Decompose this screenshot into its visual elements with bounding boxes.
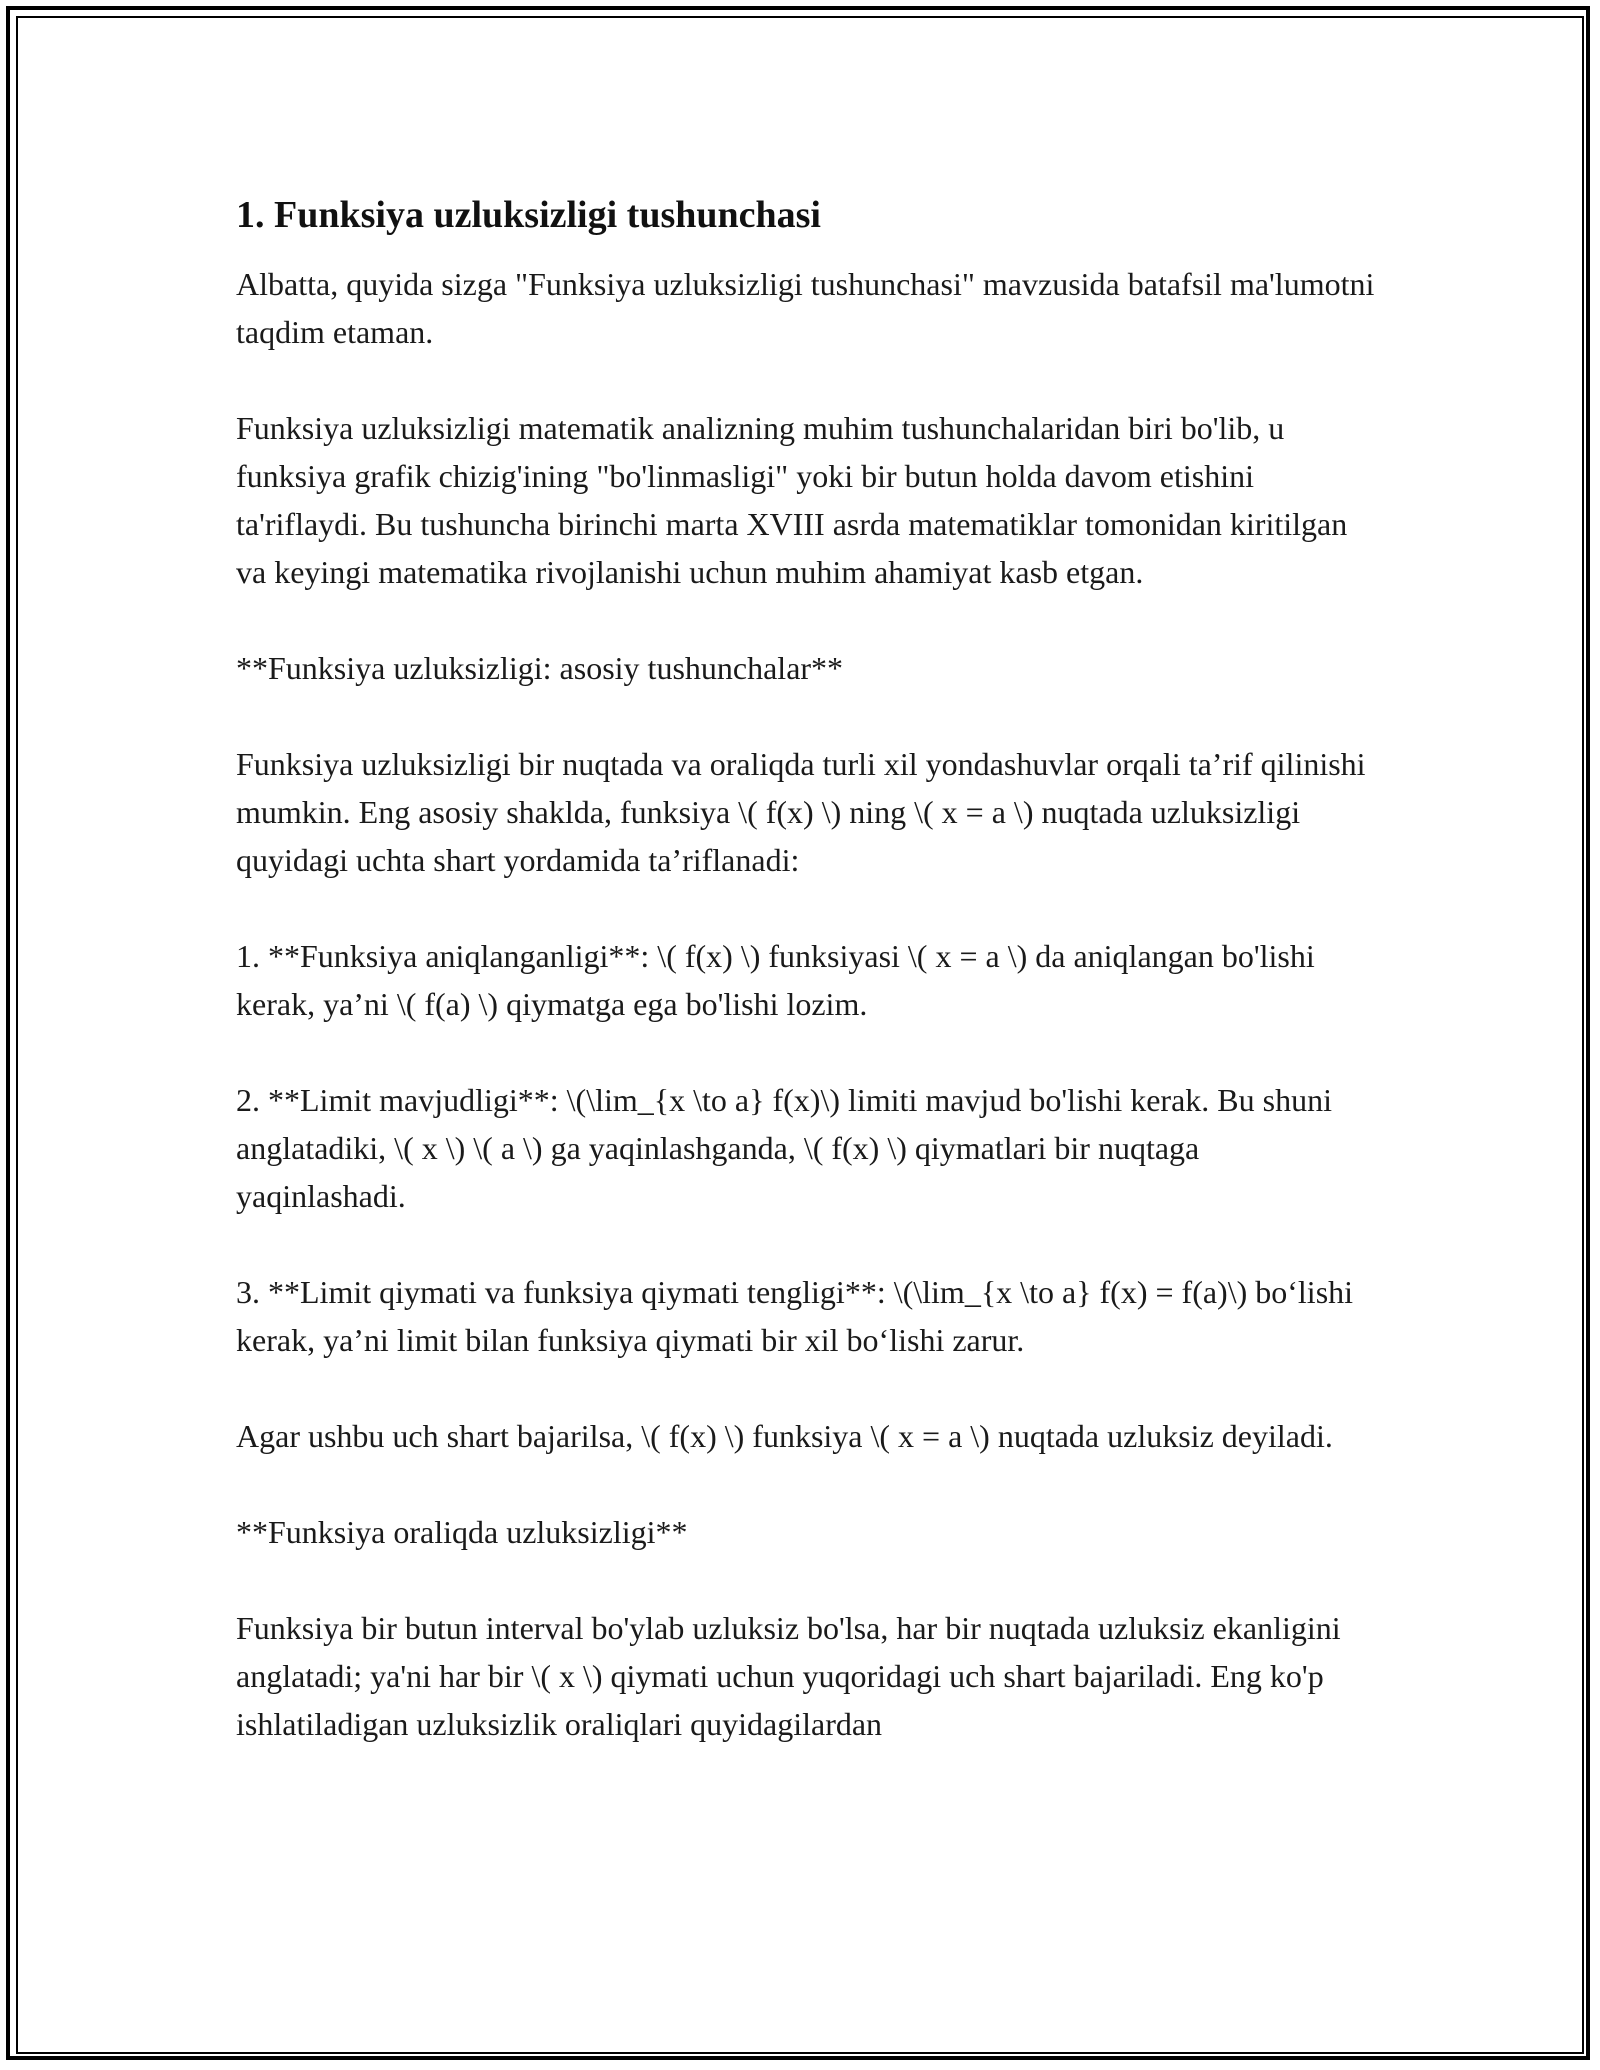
section-subheading-interval: **Funksiya oraliqda uzluksizligi** [236, 1514, 688, 1550]
document-body [236, 190, 1376, 1796]
conditions-intro-paragraph: Funksiya uzluksizligi bir nuqtada va oraliqda turli xil yondashuvlar orqali ta’rif qilinishi mumkin. Eng asosiy shaklda, funksiya \( f(x) \) ning \( x = a \) nuqtada uzluksizligi quyidagi uchta shart yordamida ta’riflanadi: [236, 746, 1366, 878]
condition-1-paragraph: 1. **Funksiya aniqlanganligi**: \( f(x) \) funksiyasi \( x = a \) da aniqlangan bo'lishi kerak, ya’ni \( f(a) \) qiymatga ega bo'lishi lozim. [236, 938, 1315, 1022]
conclusion-paragraph: Agar ushbu uch shart bajarilsa, \( f(x) \) funksiya \( x = a \) nuqtada uzluksiz deyiladi. [236, 1418, 1333, 1454]
section-subheading-basics: **Funksiya uzluksizligi: asosiy tushunchalar** [236, 650, 844, 686]
definition-paragraph: Funksiya uzluksizligi matematik analizning muhim tushunchalaridan biri bo'lib, u funksiya grafik chizig'ining "bo'linmasligi" yoki bir butun holda davom etishini ta'riflaydi. Bu tushuncha birinchi marta XVIII asrda matematiklar tomonidan kiritilgan va keyingi matematika rivojlanishi uchun muhim ahamiyat kasb etgan. [236, 410, 1348, 590]
condition-3-paragraph: 3. **Limit qiymati va funksiya qiymati tengligi**: \(\lim_{x \to a} f(x) = f(a)\) bo‘lishi kerak, ya’ni limit bilan funksiya qiymati bir xil bo‘lishi zarur. [236, 1274, 1354, 1358]
condition-2-paragraph: 2. **Limit mavjudligi**: \(\lim_{x \to a} f(x)\) limiti mavjud bo'lishi kerak. Bu shuni anglatadiki, \( x \) \( a \) ga yaqinlashganda, \( f(x) \) qiymatlari bir nuqtaga yaqinlashadi. [236, 1082, 1332, 1214]
interval-paragraph: Funksiya bir butun interval bo'ylab uzluksiz bo'lsa, har bir nuqtada uzluksiz ekanligini anglatadi; ya'ni har bir \( x \) qiymati uchun yuqoridagi uch shart bajariladi. Eng ko'p ishlatiladigan uzluksizlik oraliqlari quyidagilardan [236, 1610, 1341, 1742]
document-heading: 1. Funksiya uzluksizligi tushunchasi [236, 194, 821, 236]
intro-paragraph: Albatta, quyida sizga "Funksiya uzluksizligi tushunchasi" mavzusida batafsil ma'lumotni taqdim etaman. [236, 266, 1375, 350]
